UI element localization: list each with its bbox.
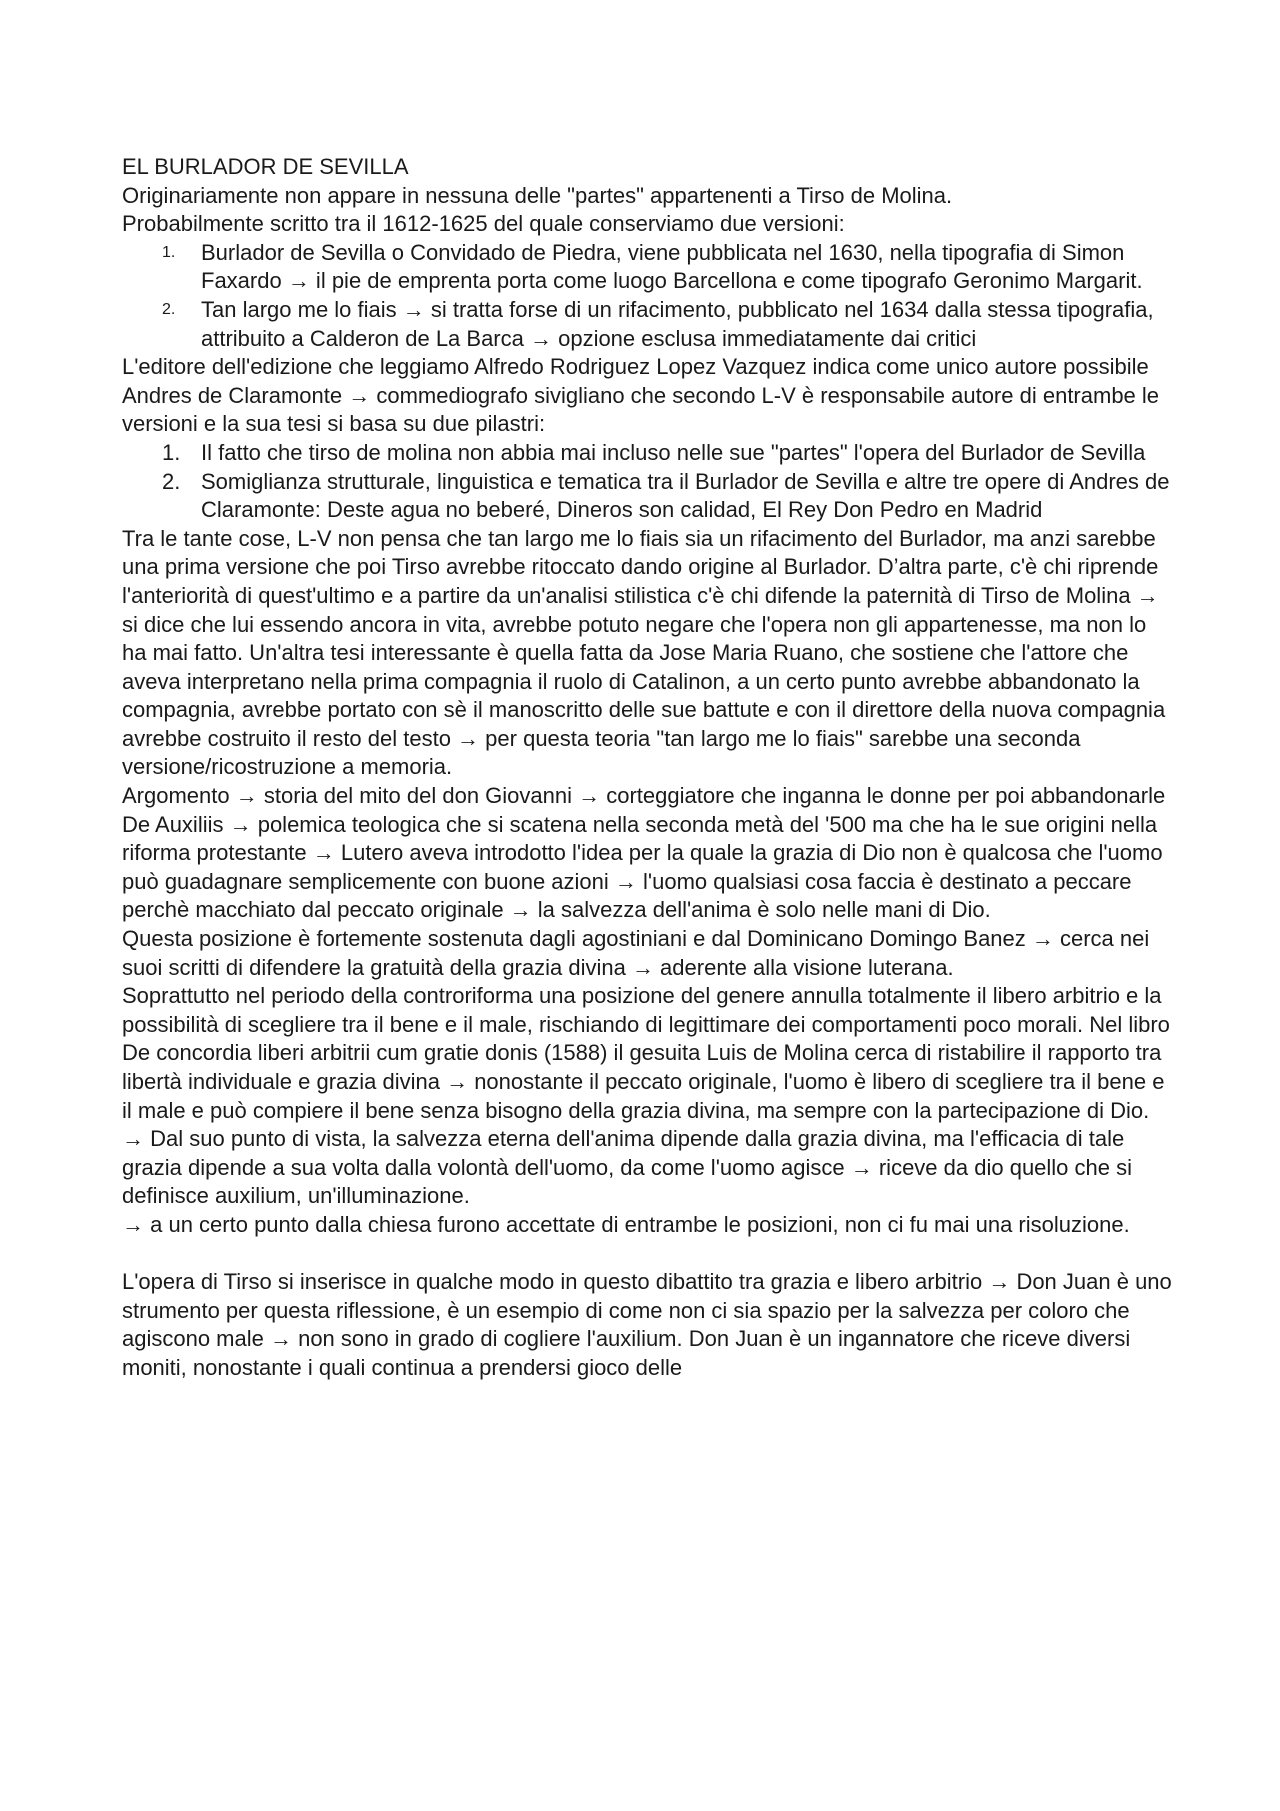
list-item (122, 439, 1172, 468)
blank-line (122, 1240, 1172, 1269)
list-item-text: Il fatto che tirso de molina non abbia mai incluso nelle sue "partes" l'opera del Burlador de Sevilla (201, 439, 1146, 465)
intro-line-1: Originariamente non appare in nessuna delle "partes" appartenenti a Tirso de Molina. (122, 182, 953, 208)
paragraph-controriforma: Soprattutto nel periodo della controriforma una posizione del genere annulla totalmente il libero arbitrio e la possibilità di scegliere tra il bene e il male, rischiando di legittimare dei comportamenti poco morali. Nel libro De concordia liberi arbitrii cum gratie donis (1588) il gesuita Luis de Molina cerca di ristabilire il rapporto tra libertà individuale e grazia divina → nonostante il peccato originale, l'uomo è libero di scegliere tra il bene e il male e può compiere il bene senza bisogno della grazia divina, ma sempre con la partecipazione di Dio. → Dal suo punto di vista, la salvezza eterna dell'anima dipende dalla grazia divina, ma l'efficacia di tale grazia dipende a sua volta dalla volontà dell'uomo, da come l'uomo agisce → riceve da dio quello che si definisce auxilium, un'illuminazione. (122, 983, 1170, 1209)
paragraph-tirso: L'opera di Tirso si inserisce in qualche modo in questo dibattito tra grazia e libero arbitrio → Don Juan è uno strumento per questa riflessione, è un esempio di come non ci sia spazio per la salvezza per coloro che agiscono male → non sono in grado di cogliere l'auxilium. Don Juan è un ingannatore che riceve diversi moniti, nonostante i quali continua a prendersi gioco delle (122, 1269, 1172, 1380)
paragraph-argument: Argomento → storia del mito del don Giovanni → corteggiatore che inganna le donne per poi abbandonarle (122, 783, 1166, 809)
editor-paragraph: L'editore dell'edizione che leggiamo Alfredo Rodriguez Lopez Vazquez indica come unico autore possibile Andres de Claramonte → commediografo sivigliano che secondo L-V è responsabile autore di entrambe le versioni e la sua tesi si basa su due pilastri: (122, 354, 1160, 437)
pillars-list (122, 439, 1172, 525)
list-item-text: Somiglianza strutturale, linguistica e tematica tra il Burlador de Sevilla e altre tre opere di Andres de Claramonte: Deste agua no beberé, Dineros son calidad, El Rey Don Pedro en Madrid (201, 468, 1170, 523)
list-number: 1. (162, 243, 176, 261)
list-number: 1. (162, 439, 181, 465)
list-item-text: Tan largo me lo fiais → si tratta forse di un rifacimento, pubblicato nel 1634 dalla stessa tipografia, attribuito a Calderon de La Barca → opzione esclusa immediatamente dai critici (201, 296, 1154, 351)
intro-line-2: Probabilmente scritto tra il 1612-1625 del quale conserviamo due versioni: (122, 211, 845, 237)
list-number: 2. (162, 300, 176, 318)
document-title: EL BURLADOR DE SEVILLA (122, 154, 409, 179)
paragraph-de-auxiliis: De Auxiliis → polemica teologica che si scatena nella seconda metà del '500 ma che ha le sue origini nella riforma protestante → Lutero aveva introdotto l'idea per la quale la grazia di Dio non è qualcosa che l'uomo può guadagnare semplicemente con buone azioni → l'uomo qualsiasi cosa faccia è destinato a peccare perchè macchiato dal peccato originale → la salvezza dell'anima è solo nelle mani di Dio. (122, 811, 1163, 923)
paragraph-resolution: → a un certo punto dalla chiesa furono accettate di entrambe le posizioni, non ci fu mai una risoluzione. (122, 1211, 1130, 1237)
list-number: 2. (162, 468, 181, 494)
list-item (122, 239, 1172, 296)
document-page (122, 153, 1172, 1383)
list-item (122, 468, 1172, 525)
list-item-text: Burlador de Sevilla o Convidado de Piedra, viene pubblicata nel 1630, nella tipografia di Simon Faxardo → il pie de emprenta porta come luogo Barcellona e come tipografo Geronimo Margarit. (201, 239, 1143, 294)
list-item (122, 296, 1172, 353)
paragraph-position: Questa posizione è fortemente sostenuta dagli agostiniani e dal Dominicano Domingo Banez → cerca nei suoi scritti di difendere la gratuità della grazia divina → aderente alla visione luterana. (122, 926, 1150, 980)
paragraph-authorship: Tra le tante cose, L-V non pensa che tan largo me lo fiais sia un rifacimento del Burlador, ma anzi sarebbe una prima versione che poi Tirso avrebbe ritoccato dando origine al Burlador. D’altra parte, c'è chi riprende l'anteriorità di quest'ultimo e a partire da un'analisi stilistica c'è chi difende la paternità di Tirso de Molina → si dice che lui essendo ancora in vita, avrebbe potuto negare che l'opera non gli appartenesse, ma non lo ha mai fatto. Un'altra tesi interessante è quella fatta da Jose Maria Ruano, che sostiene che l'attore che aveva interpretano nella prima compagnia il ruolo di Catalinon, a un certo punto avrebbe abbandonato la compagnia, avrebbe portato con sè il manoscritto delle sue battute e con il direttore della nuova compagnia avrebbe costruito il resto del testo → per questa teoria "tan largo me lo fiais" sarebbe una seconda versione/ricostruzione a memoria. (122, 525, 1166, 780)
versions-list (122, 239, 1172, 353)
